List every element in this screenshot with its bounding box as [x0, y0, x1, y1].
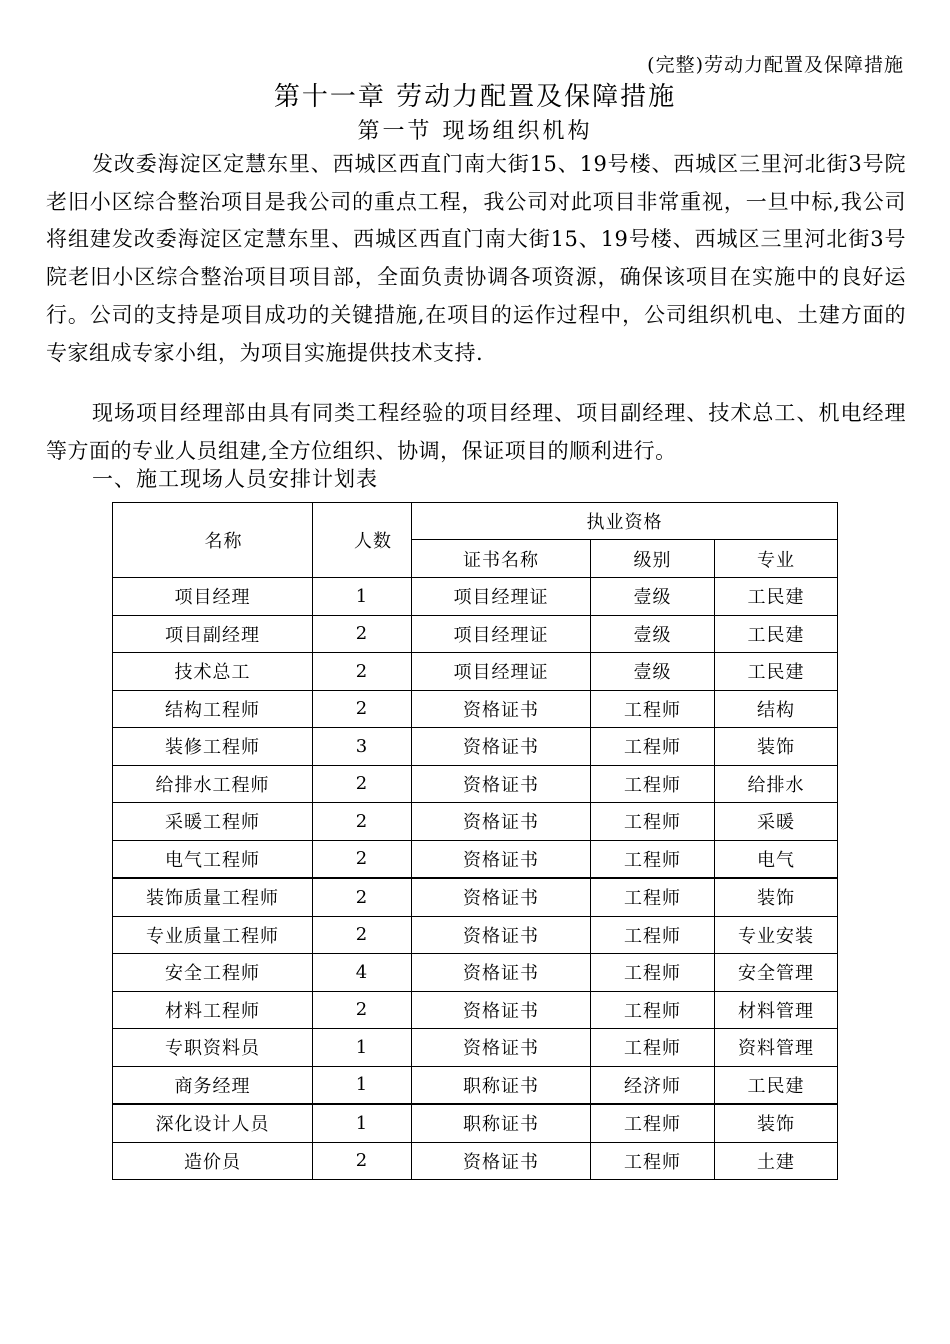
table-row: [113, 765, 838, 803]
cell-level: 经济师: [591, 1066, 715, 1104]
cell-specialty: 结构: [715, 690, 838, 728]
cell-name: 安全工程师: [113, 954, 313, 992]
cell-count: 2: [313, 615, 412, 653]
cell-certificate: 资格证书: [412, 803, 591, 841]
header-name: 名称: [113, 503, 313, 578]
cell-specialty: 装饰: [715, 728, 838, 766]
staff-plan-table: [112, 502, 838, 1180]
cell-level: 壹级: [591, 615, 715, 653]
table-row: [113, 1029, 838, 1067]
table-row: [113, 803, 838, 841]
table-row: [113, 1142, 838, 1180]
cell-count: 2: [313, 840, 412, 878]
cell-name: 结构工程师: [113, 690, 313, 728]
cell-specialty: 资料管理: [715, 1029, 838, 1067]
cell-level: 工程师: [591, 840, 715, 878]
cell-name: 商务经理: [113, 1066, 313, 1104]
cell-specialty: 给排水: [715, 765, 838, 803]
cell-level: 工程师: [591, 916, 715, 954]
cell-count: 4: [313, 954, 412, 992]
cell-certificate: 资格证书: [412, 728, 591, 766]
staff-table-body: [113, 578, 838, 1180]
cell-name: 造价员: [113, 1142, 313, 1180]
cell-count: 2: [313, 1142, 412, 1180]
cell-level: 工程师: [591, 765, 715, 803]
cell-level: 工程师: [591, 690, 715, 728]
table-row: [113, 916, 838, 954]
cell-level: 工程师: [591, 954, 715, 992]
cell-name: 装修工程师: [113, 728, 313, 766]
cell-level: 工程师: [591, 803, 715, 841]
table-row: [113, 991, 838, 1029]
cell-specialty: 安全管理: [715, 954, 838, 992]
cell-certificate: 资格证书: [412, 916, 591, 954]
cell-level: 工程师: [591, 1104, 715, 1142]
document-header: (完整)劳动力配置及保障措施: [647, 54, 904, 76]
table-row: [113, 954, 838, 992]
cell-level: 工程师: [591, 728, 715, 766]
cell-name: 装饰质量工程师: [113, 878, 313, 916]
cell-certificate: 资格证书: [412, 954, 591, 992]
header-certificate: 证书名称: [412, 540, 591, 578]
paragraph-intro: 发改委海淀区定慧东里、西城区西直门南大街15、19号楼、西城区三里河北街3号院老旧小区综合整治项目是我公司的重点工程，我公司对此项目非常重视，一旦中标,我公司将组建发改委海淀区定慧东里、西城区西直门南大街15、19号楼、西城区三里河北街3号院老旧小区综合整治项目项目部，全面负责协调各项资源，确保该项目在实施中的良好运行。公司的支持是项目成功的关键措施,在项目的运作过程中，公司组织机电、土建方面的专家组成专家小组，为项目实施提供技术支持.: [46, 152, 906, 365]
cell-count: 2: [313, 916, 412, 954]
cell-level: 工程师: [591, 1029, 715, 1067]
cell-certificate: 资格证书: [412, 765, 591, 803]
cell-specialty: 工民建: [715, 653, 838, 691]
cell-specialty: 专业安装: [715, 916, 838, 954]
cell-specialty: 土建: [715, 1142, 838, 1180]
table-heading: 一、施工现场人员安排计划表: [92, 467, 378, 491]
cell-count: 2: [313, 878, 412, 916]
cell-specialty: 材料管理: [715, 991, 838, 1029]
cell-level: 工程师: [591, 1142, 715, 1180]
table-row: [113, 653, 838, 691]
cell-certificate: 资格证书: [412, 1142, 591, 1180]
cell-name: 深化设计人员: [113, 1104, 313, 1142]
cell-count: 1: [313, 1104, 412, 1142]
cell-certificate: 资格证书: [412, 1029, 591, 1067]
cell-count: 2: [313, 803, 412, 841]
cell-name: 电气工程师: [113, 840, 313, 878]
cell-certificate: 项目经理证: [412, 653, 591, 691]
table-row: [113, 1104, 838, 1142]
table-row: [113, 878, 838, 916]
cell-certificate: 资格证书: [412, 878, 591, 916]
cell-level: 工程师: [591, 991, 715, 1029]
cell-certificate: 项目经理证: [412, 578, 591, 616]
cell-certificate: 资格证书: [412, 991, 591, 1029]
cell-name: 给排水工程师: [113, 765, 313, 803]
cell-level: 工程师: [591, 878, 715, 916]
cell-count: 2: [313, 690, 412, 728]
cell-specialty: 工民建: [715, 615, 838, 653]
table-row: [113, 690, 838, 728]
cell-count: 1: [313, 1066, 412, 1104]
paragraph-team: 现场项目经理部由具有同类工程经验的项目经理、项目副经理、技术总工、机电经理等方面的专业人员组建,全方位组织、协调，保证项目的顺利进行。: [46, 401, 906, 463]
section-title: 第一节 现场组织机构: [357, 119, 593, 144]
cell-certificate: 职称证书: [412, 1104, 591, 1142]
cell-level: 壹级: [591, 578, 715, 616]
cell-certificate: 资格证书: [412, 690, 591, 728]
cell-name: 专业质量工程师: [113, 916, 313, 954]
cell-level: 壹级: [591, 653, 715, 691]
header-level: 级别: [591, 540, 715, 578]
cell-specialty: 装饰: [715, 878, 838, 916]
table-row: [113, 1066, 838, 1104]
cell-certificate: 资格证书: [412, 840, 591, 878]
cell-certificate: 项目经理证: [412, 615, 591, 653]
cell-specialty: 工民建: [715, 578, 838, 616]
cell-specialty: 装饰: [715, 1104, 838, 1142]
cell-count: 2: [313, 765, 412, 803]
cell-count: 2: [313, 991, 412, 1029]
cell-name: 项目副经理: [113, 615, 313, 653]
cell-name: 材料工程师: [113, 991, 313, 1029]
cell-count: 1: [313, 1029, 412, 1067]
chapter-title: 第十一章 劳动力配置及保障措施: [273, 82, 677, 112]
cell-name: 采暖工程师: [113, 803, 313, 841]
cell-specialty: 电气: [715, 840, 838, 878]
table-row: [113, 578, 838, 616]
header-specialty: 专业: [715, 540, 838, 578]
cell-certificate: 职称证书: [412, 1066, 591, 1104]
table-row: [113, 840, 838, 878]
table-row: [113, 728, 838, 766]
cell-specialty: 采暖: [715, 803, 838, 841]
cell-name: 专职资料员: [113, 1029, 313, 1067]
table-row: [113, 615, 838, 653]
cell-name: 技术总工: [113, 653, 313, 691]
header-count: 人数: [313, 503, 412, 578]
cell-count: 2: [313, 653, 412, 691]
cell-specialty: 工民建: [715, 1066, 838, 1104]
cell-name: 项目经理: [113, 578, 313, 616]
header-qualification: 执业资格: [412, 503, 838, 540]
cell-count: 1: [313, 578, 412, 616]
cell-count: 3: [313, 728, 412, 766]
